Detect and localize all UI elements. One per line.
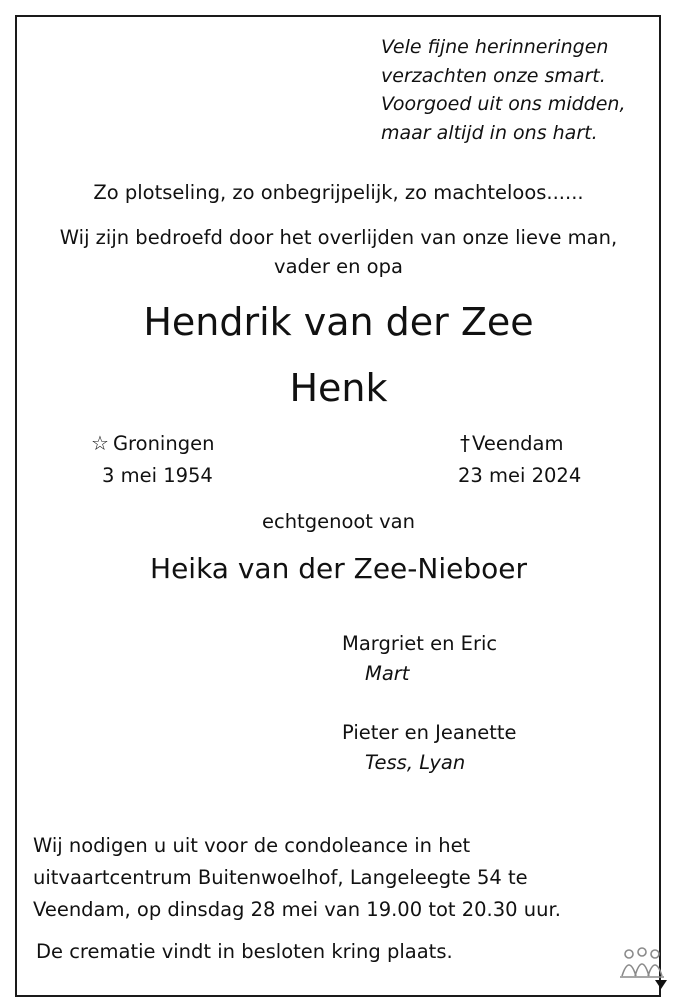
poem-line: Voorgoed uit ons midden, <box>381 93 626 115</box>
condolence-text <box>33 830 561 926</box>
spouse-label: echtgenoot van <box>261 510 415 533</box>
poem-line: Vele fijne herinneringen <box>381 36 609 58</box>
poem-line: verzachten onze smart. <box>381 64 606 87</box>
deceased-nickname: Henk <box>289 366 388 410</box>
birth-date: 3 mei 1954 <box>102 464 213 487</box>
poem-line: maar altijd in ons hart. <box>381 121 598 144</box>
people-group-logo <box>617 946 667 992</box>
triangle-down-icon <box>655 980 667 989</box>
family-children: Tess, Lyan <box>365 751 466 774</box>
family-parents: Pieter en Jeanette <box>342 721 517 744</box>
intro-line-3: vader en opa <box>274 255 403 278</box>
star-icon: ☆ <box>91 431 109 455</box>
family-children: Mart <box>365 662 410 685</box>
condolence-line: Wij nodigen u uit voor de condoleance in het <box>33 834 471 857</box>
family-parents: Margriet en Eric <box>342 632 498 655</box>
death-date: 23 mei 2024 <box>458 464 582 487</box>
deceased-full-name: Hendrik van der Zee <box>143 300 534 344</box>
death-place: Veendam <box>472 432 564 455</box>
intro-line-1: Zo plotseling, zo onbegrijpelijk, zo machteloos...... <box>93 181 584 204</box>
condolence-line: Veendam, op dinsdag 28 mei van 19.00 tot 20.30 uur. <box>33 898 561 921</box>
death-place-line <box>460 431 564 455</box>
spouse-name: Heika van der Zee-Nieboer <box>150 552 527 585</box>
poem <box>381 33 626 147</box>
birth-place-line <box>91 431 214 455</box>
intro-line-2: Wij zijn bedroefd door het overlijden van onze lieve man, <box>59 226 618 249</box>
birth-place: Groningen <box>112 432 215 455</box>
cremation-note: De crematie vindt in besloten kring plaats. <box>36 940 453 963</box>
condolence-line: uitvaartcentrum Buitenwoelhof, Langeleegte 54 te <box>33 866 528 889</box>
cross-icon: † <box>460 431 470 455</box>
